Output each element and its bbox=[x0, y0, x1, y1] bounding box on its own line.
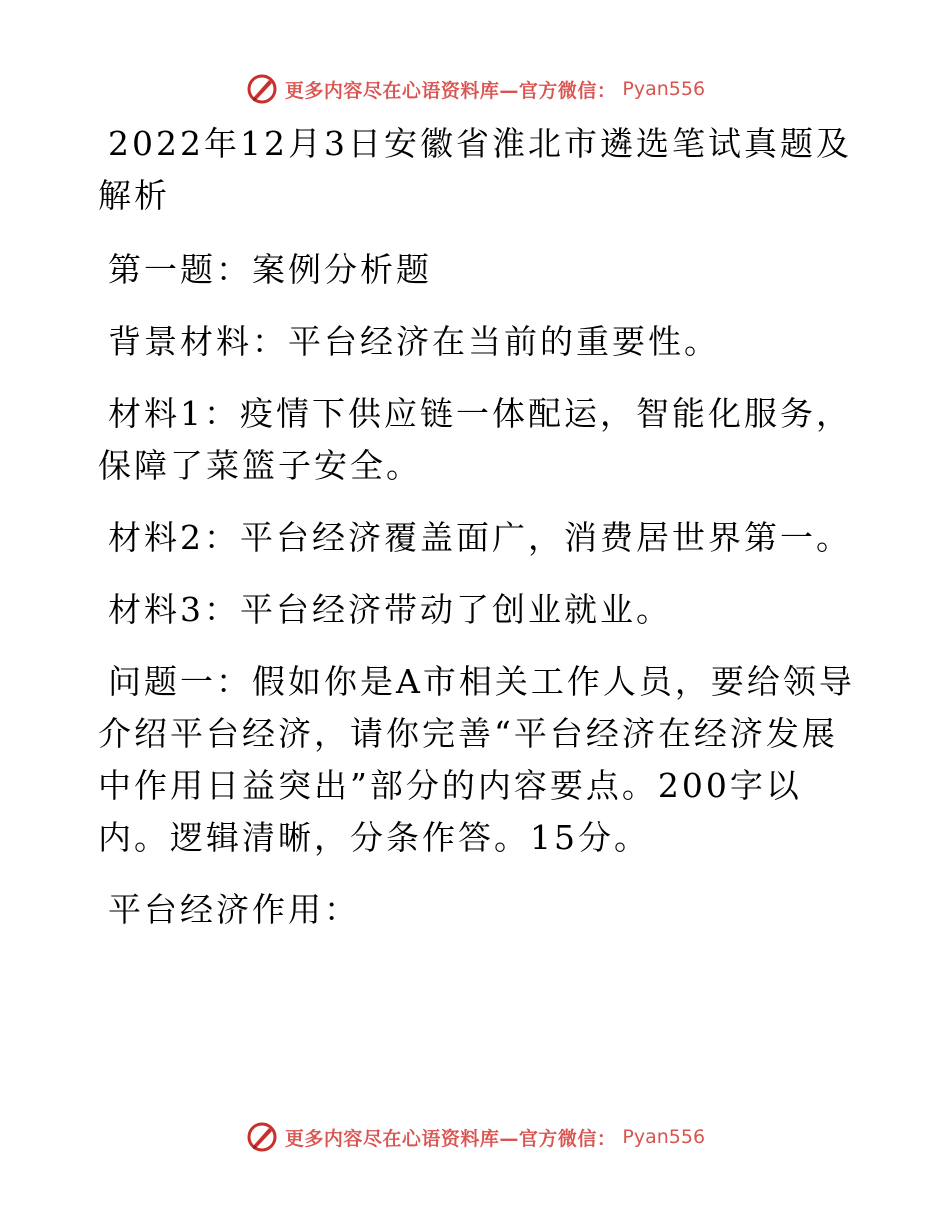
material-2: 材料2：平台经济覆盖面广，消费居世界第一。 bbox=[108, 518, 852, 557]
material-1: 材料1：疫情下供应链一体配运，智能化服务，保障了菜篮子安全。 bbox=[98, 394, 852, 485]
watermark-header bbox=[0, 72, 950, 106]
document-title: 2022年12月3日安徽省淮北市遴选笔试真题及解析 bbox=[98, 124, 852, 215]
background-material: 背景材料：平台经济在当前的重要性。 bbox=[108, 322, 720, 361]
answer-heading: 平台经济作用： bbox=[108, 890, 360, 929]
question-heading: 第一题：案例分析题 bbox=[108, 250, 432, 289]
watermark-handle: Pyan556 bbox=[622, 1126, 706, 1148]
document-body bbox=[98, 118, 858, 956]
pen-logo-icon bbox=[245, 1120, 279, 1154]
material-3: 材料3：平台经济带动了创业就业。 bbox=[108, 590, 672, 629]
watermark-text: 更多内容尽在心语资料库—官方微信： bbox=[284, 1127, 617, 1150]
question-1: 问题一：假如你是A市相关工作人员，要给领导介绍平台经济，请你完善“平台经济在经济发展中作用日益突出”部分的内容要点。200字以内。逻辑清晰，分条作答。15分。 bbox=[98, 662, 855, 857]
watermark-text: 更多内容尽在心语资料库—官方微信： bbox=[284, 79, 617, 102]
watermark-handle: Pyan556 bbox=[622, 78, 706, 100]
watermark-footer bbox=[0, 1120, 950, 1154]
pen-logo-icon bbox=[245, 72, 279, 106]
